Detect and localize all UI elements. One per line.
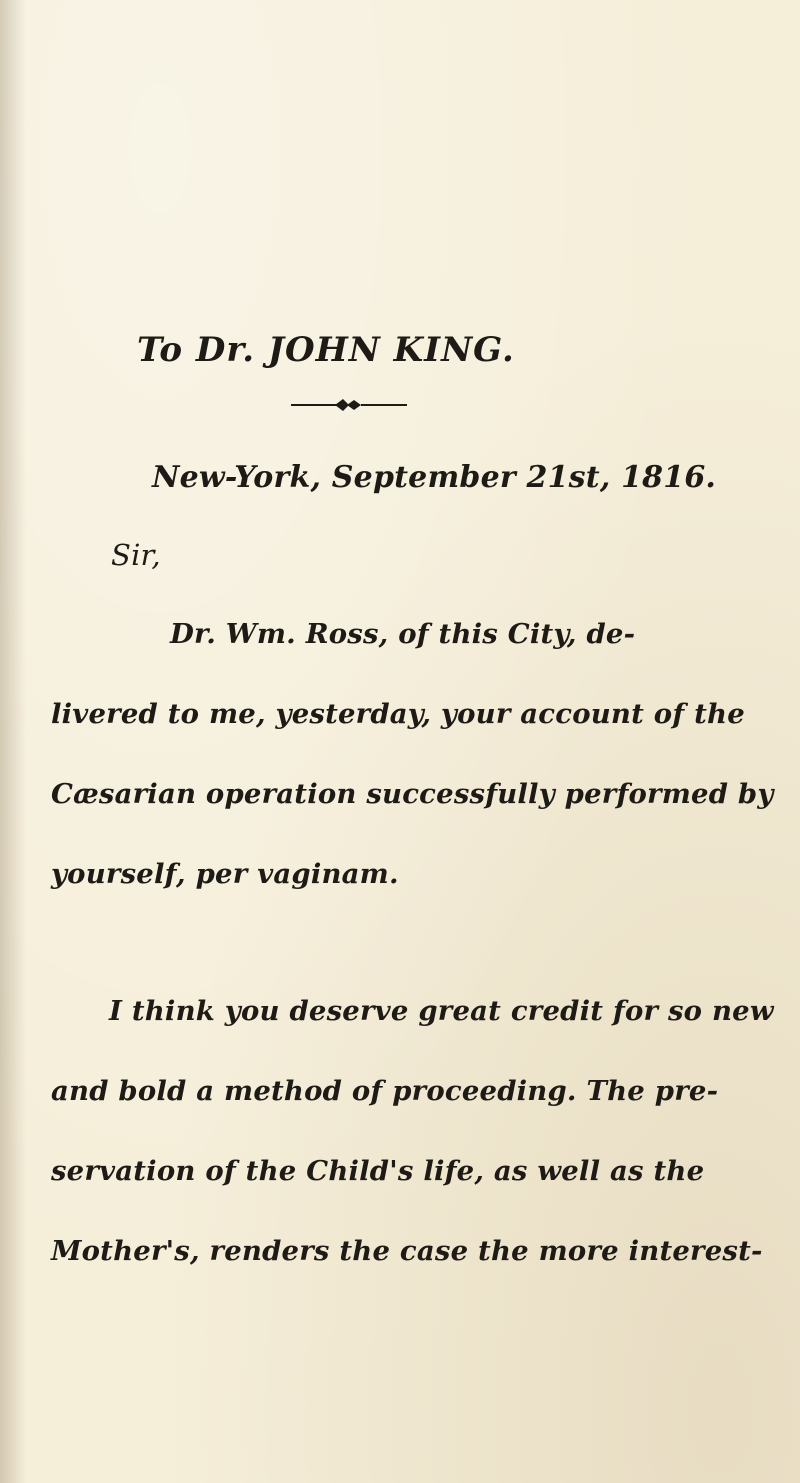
letter-line: I think you deserve great credit for so new xyxy=(109,995,774,1027)
letter-heading: To Dr. JOHN KING. xyxy=(137,330,515,370)
letter-line: livered to me, yesterday, your account of the xyxy=(51,698,745,730)
letter-line: yourself, per vaginam. xyxy=(51,858,399,890)
letter-line: Cæsarian operation successfully performed by xyxy=(51,778,774,810)
divider-ornament-icon xyxy=(291,398,407,412)
page-edge-shadow xyxy=(0,0,26,1483)
letter-salutation: Sir, xyxy=(111,538,161,572)
letter-line: servation of the Child's life, as well as the xyxy=(51,1155,705,1187)
letter-dateline: New-York, September 21st, 1816. xyxy=(152,460,717,495)
letter-line: Mother's, renders the case the more interest- xyxy=(51,1235,763,1267)
letter-line: Dr. Wm. Ross, of this City, de- xyxy=(170,618,636,650)
letter-line: and bold a method of proceeding. The pre- xyxy=(51,1075,719,1107)
